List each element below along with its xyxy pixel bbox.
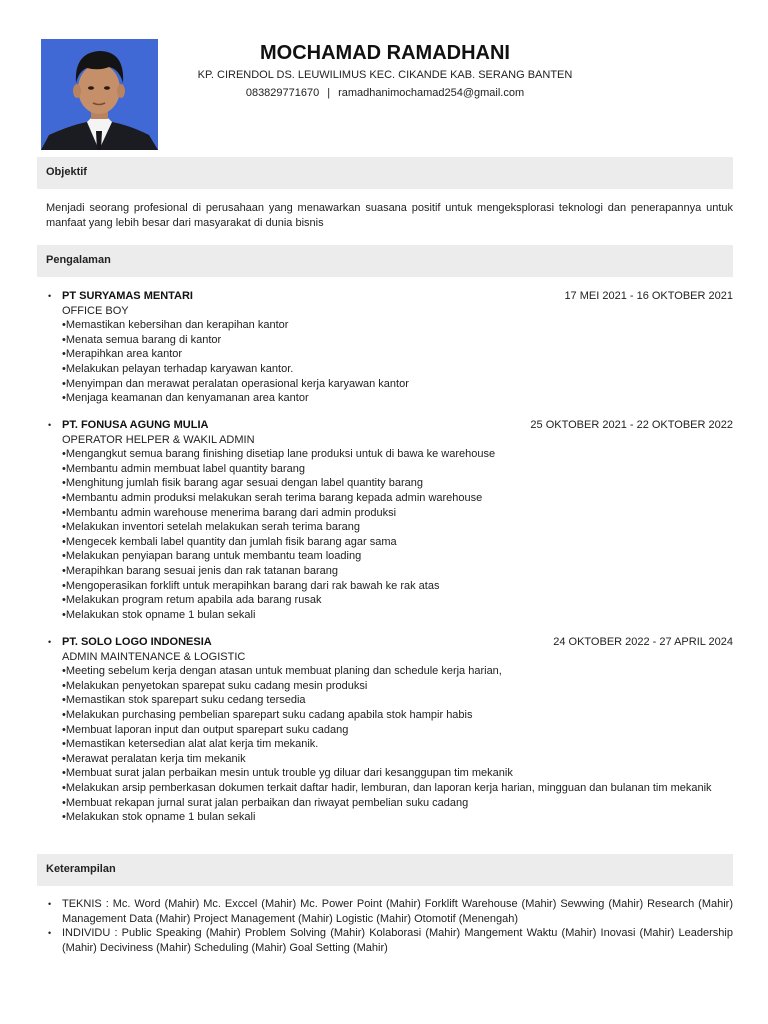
section-title-skills: Keterampilan — [46, 863, 116, 875]
email-address: ramadhanimochamad254@gmail.com — [338, 87, 525, 99]
job-task: •Membuat laporan input dan output sparepart suku cadang — [62, 723, 349, 736]
job-task: •Memastikan kebersihan dan kerapihan kantor — [62, 319, 289, 332]
job-task: •Merapihkan area kantor — [62, 348, 183, 361]
bullet-icon: • — [48, 928, 52, 939]
job-task: •Melakukan pelayan terhadap karyawan kantor. — [62, 362, 294, 375]
bullet-icon: • — [48, 637, 52, 647]
employment-date: 25 OKTOBER 2021 - 22 OKTOBER 2022 — [530, 419, 733, 431]
phone-number: 083829771670 — [245, 87, 320, 99]
job-task: •Melakukan arsip pemberkasan dokumen terkait daftar hadir, lemburan, dan laporan kerja harian, mingguan dan bulanan tim mekanik — [62, 781, 712, 794]
experience-item — [46, 418, 733, 622]
experience-item — [46, 635, 733, 825]
section-title-experience: Pengalaman — [46, 254, 111, 266]
resume-header — [0, 0, 768, 155]
job-task: •Melakukan penyiapan barang untuk membantu team loading — [62, 550, 362, 563]
bullet-icon: • — [48, 899, 52, 909]
section-experience-header — [37, 245, 733, 277]
job-task: •Memastikan stok sparepart suku cedang tersedia — [62, 694, 306, 707]
employment-date: 24 OKTOBER 2022 - 27 APRIL 2024 — [553, 636, 733, 648]
job-task: •Menyimpan dan merawat peralatan operasional kerja karyawan kantor — [62, 377, 409, 390]
company-name: PT SURYAMAS MENTARI — [62, 290, 193, 302]
job-task: •Merawat peralatan kerja tim mekanik — [62, 752, 246, 765]
job-task: •Melakukan purchasing pembelian sparepart suku cadang apabila stok hampir habis — [62, 708, 473, 721]
job-task: •Mengangkut semua barang finishing disetiap lane produksi untuk di bawa ke warehouse — [62, 448, 496, 461]
job-task: •Melakukan stok opname 1 bulan sekali — [62, 608, 256, 621]
company-name: PT. SOLO LOGO INDONESIA — [62, 636, 212, 648]
job-task: •Melakukan program retum apabila ada barang rusak — [62, 594, 322, 607]
bullet-icon: • — [48, 420, 52, 430]
experience-item — [46, 289, 733, 406]
job-task: •Meeting sebelum kerja dengan atasan untuk membuat planing dan schedule kerja harian, — [62, 665, 502, 678]
job-task: •Membantu admin warehouse menerima barang dari admin produksi — [62, 506, 397, 519]
job-task: •Membuat surat jalan perbaikan mesin untuk trouble yg diluar dari kesanggupan tim mekanik — [62, 767, 513, 780]
company-name: PT. FONUSA AGUNG MULIA — [62, 419, 209, 431]
contact-separator: | — [327, 87, 331, 99]
job-task: •Melakukan penyetokan sparepat suku cadang mesin produksi — [62, 679, 368, 692]
job-task: •Membantu admin produksi melakukan serah terima barang kepada admin warehouse — [62, 491, 483, 504]
employment-date: 17 MEI 2021 - 16 OKTOBER 2021 — [564, 290, 733, 302]
job-task: •Membuat rekapan jurnal surat jalan perbaikan dan riwayat pembelian suku cadang — [62, 796, 469, 809]
profile-photo — [41, 39, 158, 150]
job-task: •Merapihkan barang sesuai jenis dan rak tatanan barang — [62, 564, 338, 577]
job-task: •Membantu admin membuat label quantity barang — [62, 462, 305, 475]
skill-text: TEKNIS : Mc. Word (Mahir) Mc. Exccel (Mahir) Mc. Power Point (Mahir) Forklift Warehouse (Mahir) Sewwing (Mahir) Research (Mahir) Management Data (Mahir) Project Management (Mahir) Logistic (Mahir) Otomotif (Menengah) — [62, 898, 733, 925]
job-task: •Mengoperasikan forklift untuk merapihkan barang dari rak bawah ke rak atas — [62, 579, 440, 592]
section-skills-header — [37, 854, 733, 886]
job-role: ADMIN MAINTENANCE & LOGISTIC — [62, 650, 246, 663]
section-title-objective: Objektif — [46, 166, 87, 178]
job-role: OPERATOR HELPER & WAKIL ADMIN — [62, 433, 255, 446]
objective-text: Menjadi seorang profesional di perusahaan yang menawarkan suasana positif untuk mengeksplorasi teknologi dan penerapannya untuk manfaat yang lebih besar dari masyarakat di dunia bisnis — [46, 202, 733, 229]
section-objective-header — [37, 157, 733, 189]
job-task: •Menghitung jumlah fisik barang agar sesuai dengan label quantity barang — [62, 477, 423, 490]
candidate-address: KP. CIRENDOL DS. LEUWILIMUS KEC. CIKANDE KAB. SERANG BANTEN — [197, 69, 573, 81]
contact-line — [160, 86, 610, 101]
job-task: •Menjaga keamanan dan kenyamanan area kantor — [62, 392, 309, 405]
job-task: •Menata semua barang di kantor — [62, 333, 222, 346]
job-task: •Melakukan stok opname 1 bulan sekali — [62, 811, 256, 824]
bullet-icon: • — [48, 291, 52, 301]
skill-item — [46, 897, 733, 926]
job-task: •Memastikan ketersedian alat alat kerja tim mekanik. — [62, 738, 319, 751]
job-role: OFFICE BOY — [62, 304, 129, 317]
job-task: •Melakukan inventori setelah melakukan serah terima barang — [62, 521, 360, 534]
candidate-name: MOCHAMAD RAMADHANI — [260, 42, 510, 64]
skill-text: INDIVIDU : Public Speaking (Mahir) Problem Solving (Mahir) Kolaborasi (Mahir) Mangement Waktu (Mahir) Inovasi (Mahir) Leadership (Mahir) Deciviness (Mahir) Scheduling (Mahir) Goal Setting (Mahir) — [62, 927, 733, 954]
skills-list — [46, 897, 733, 955]
job-task: •Mengecek kembali label quantity dan jumlah fisik barang agar sama — [62, 535, 397, 548]
skill-item — [46, 926, 733, 955]
